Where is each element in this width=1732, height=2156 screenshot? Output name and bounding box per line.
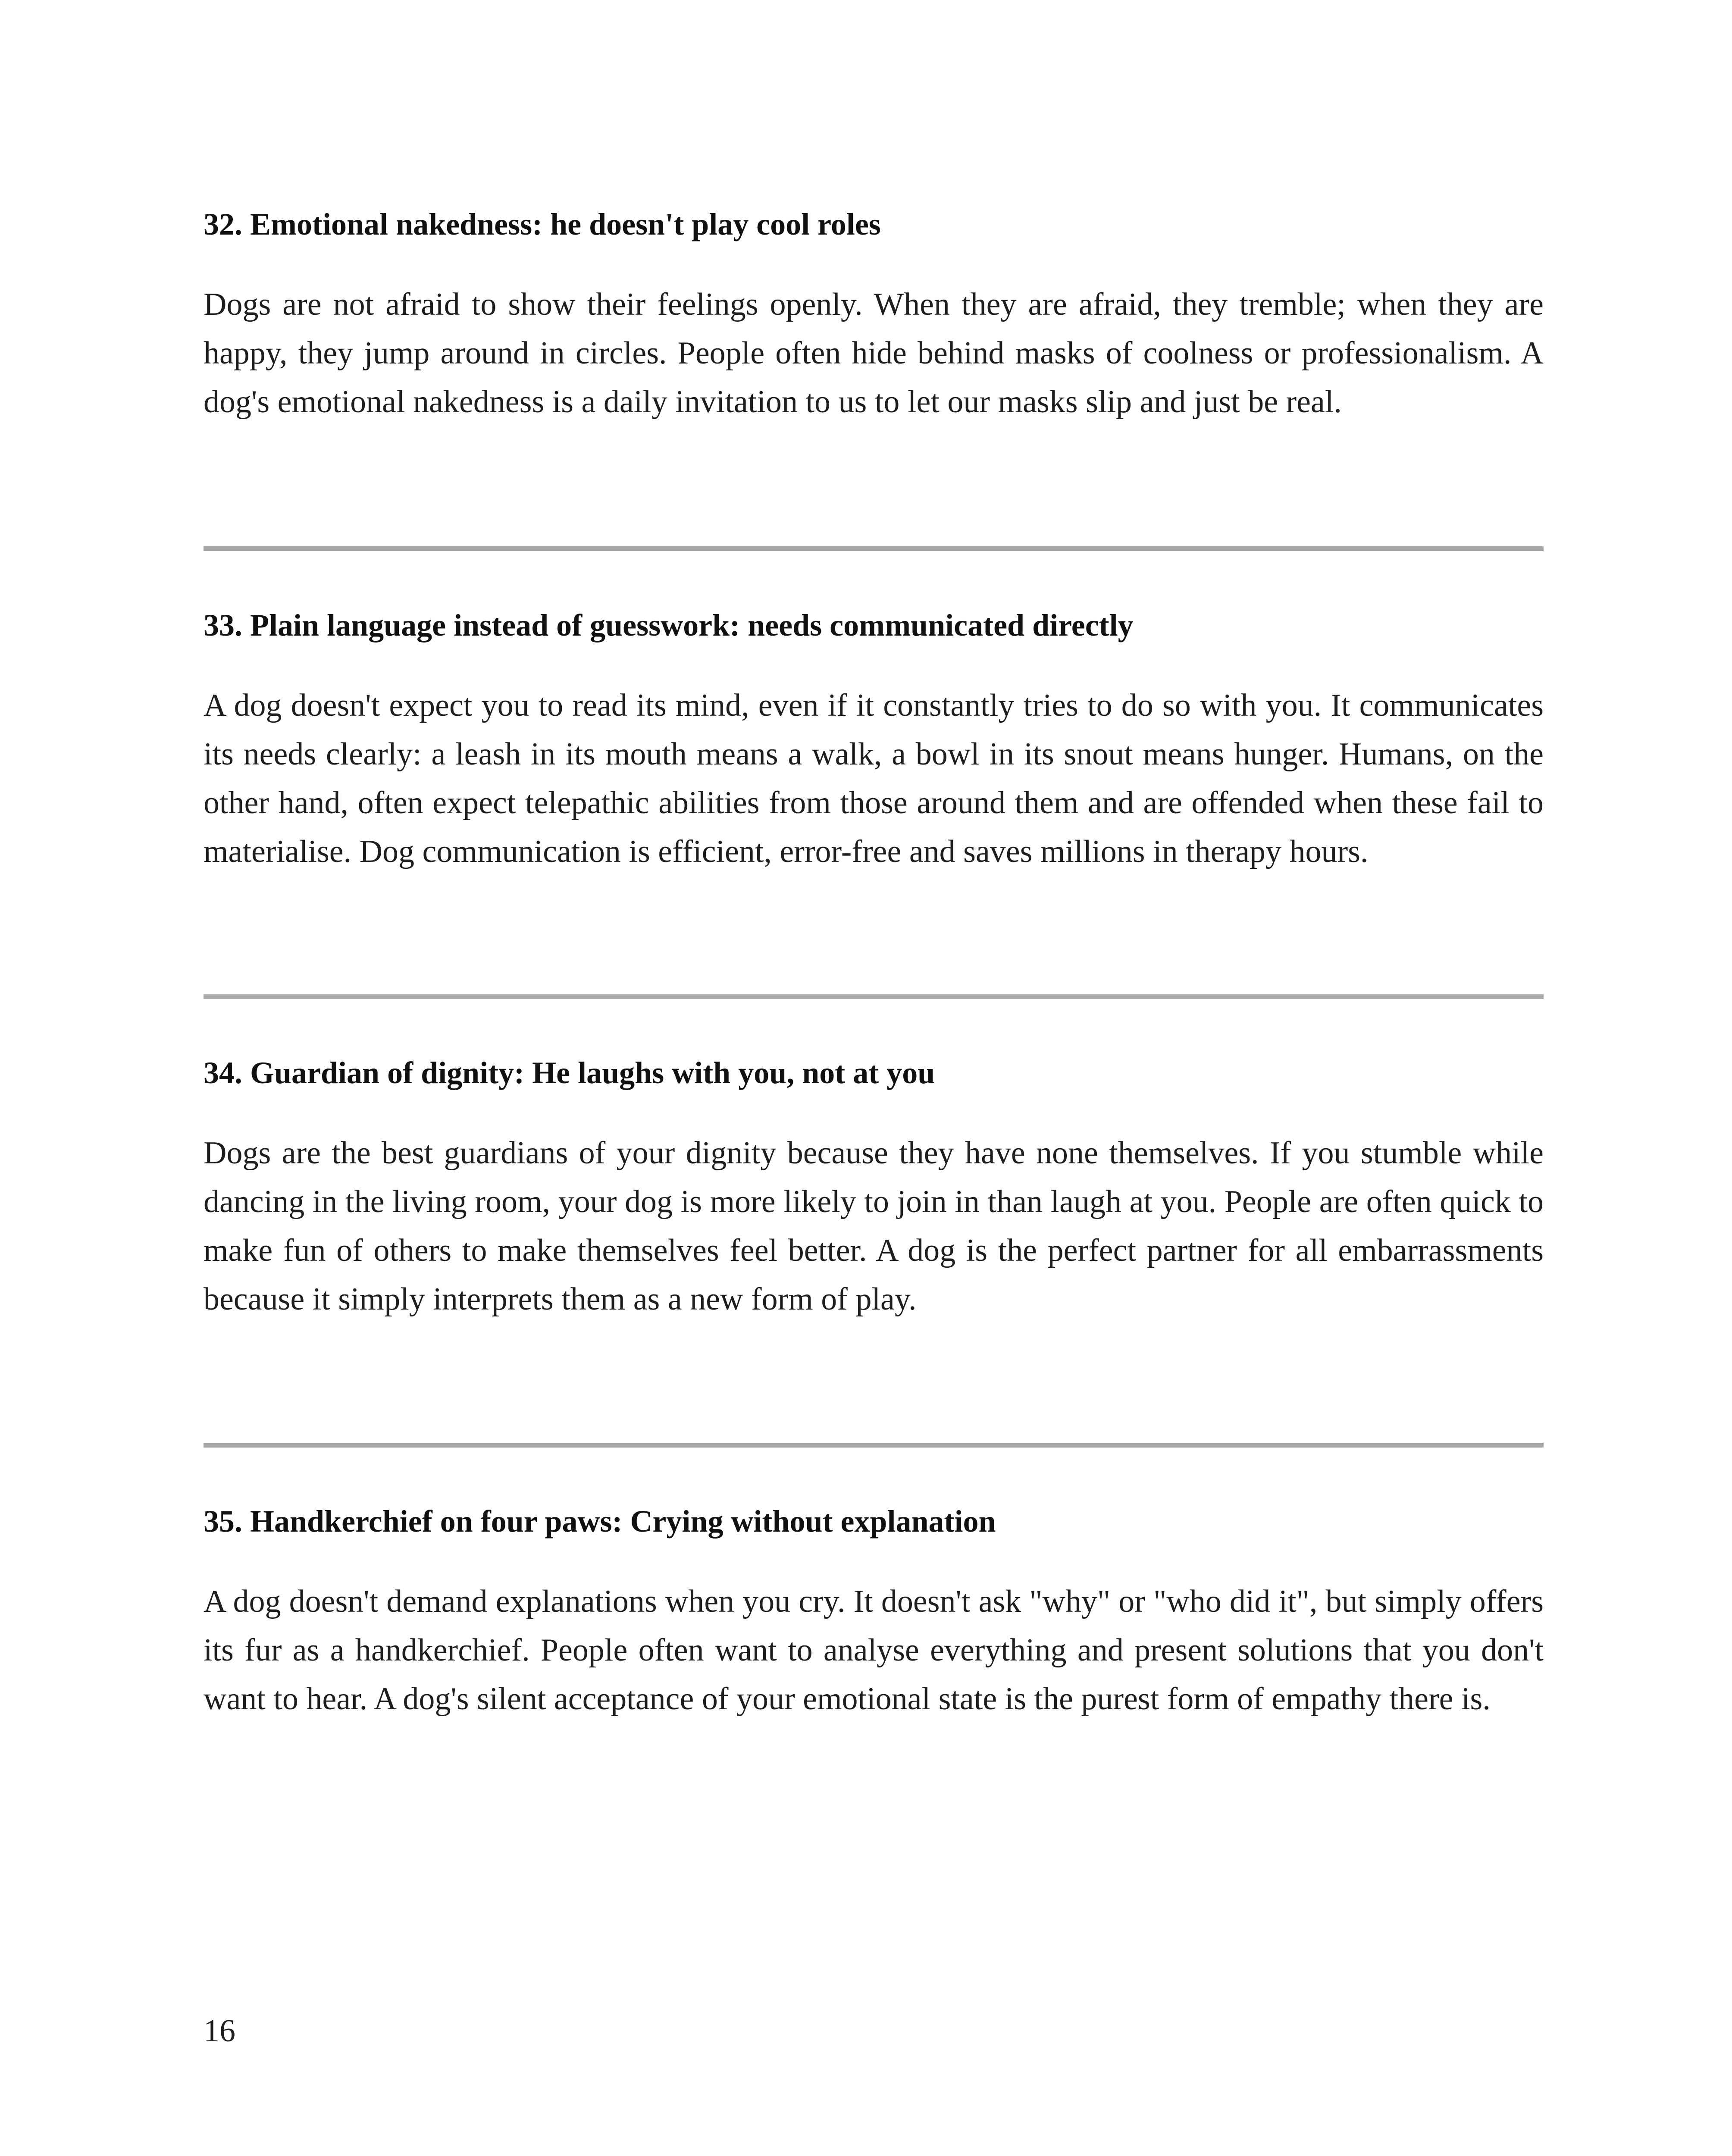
section-33 (204, 604, 1544, 876)
section-32 (204, 203, 1544, 426)
section-body: A dog doesn't expect you to read its mind, even if it constantly tries to do so with you. It communicates its needs clearly: a leash in its mouth means a walk, a bowl in its snout means hunger. Humans, on the other hand, often expect telepathic abilities from those around them and are offended when these fail to materialise. Dog communication is efficient, error-free and saves millions in therapy hours. (204, 688, 1544, 869)
section-divider (204, 1443, 1544, 1448)
section-divider (204, 546, 1544, 551)
page-number: 16 (204, 2013, 235, 2049)
section-body: Dogs are the best guardians of your dignity because they have none themselves. If you stumble while dancing in the living room, your dog is more likely to join in than laugh at you. People are often quick to make fun of others to make themselves feel better. A dog is the perfect partner for all embarrassments because it simply interprets them as a new form of play. (204, 1135, 1544, 1317)
section-body: Dogs are not afraid to show their feelings openly. When they are afraid, they tremble; when they are happy, they jump around in circles. People often hide behind masks of coolness or professionalism. A dog's emotional nakedness is a daily invitation to us to let our masks slip and just be real. (204, 287, 1544, 420)
section-heading: 33. Plain language instead of guesswork: needs communicated directly (204, 608, 1134, 642)
section-body: A dog doesn't demand explanations when you cry. It doesn't ask "why" or "who did it", but simply offers its fur as a handkerchief. People often want to analyse everything and present solutions that you don't want to hear. A dog's silent acceptance of your emotional state is the purest form of empathy there is. (204, 1584, 1544, 1717)
section-divider (204, 994, 1544, 999)
section-34 (204, 1051, 1544, 1324)
section-heading: 32. Emotional nakedness: he doesn't play cool roles (204, 207, 881, 241)
section-35 (204, 1500, 1544, 1724)
section-heading: 35. Handkerchief on four paws: Crying without explanation (204, 1504, 996, 1539)
section-heading: 34. Guardian of dignity: He laughs with you, not at you (204, 1056, 935, 1090)
